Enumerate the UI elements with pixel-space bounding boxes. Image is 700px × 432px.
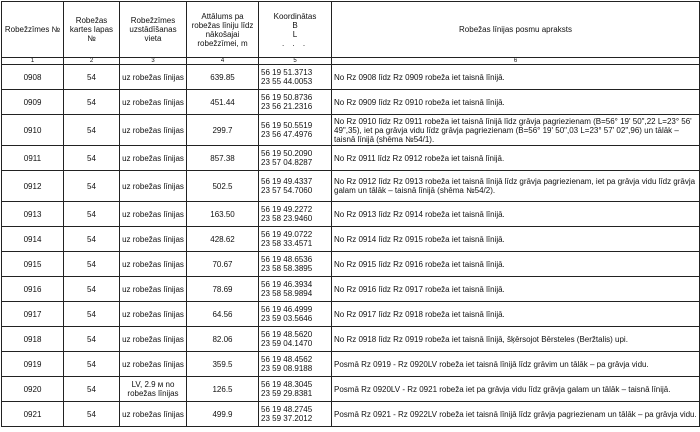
coordinate-b: 56 19 48.6536 (261, 255, 313, 264)
coordinate-b: 56 19 46.3934 (261, 280, 313, 289)
distance: 78.69 (187, 277, 259, 302)
table-row (2, 146, 700, 171)
install-place: uz robežas līnijas (120, 90, 187, 115)
coordinate-l: 23 58 58.9894 (261, 289, 313, 298)
coordinate-b: 56 19 50.8736 (261, 93, 313, 102)
install-place: uz robežas līnijas (120, 277, 187, 302)
map-sheet: 54 (64, 227, 120, 252)
marker-number: 0911 (2, 146, 64, 171)
install-place: uz robežas līnijas (120, 402, 187, 427)
coordinate-l: 23 57 04.8287 (261, 158, 313, 167)
coordinates (259, 327, 332, 352)
segment-description: Posmā Rz 0921 - Rz 0922LV robeža iet taisnā līnijā līdz grāvja pagriezienam un tālāk – pa grāvja vidu. (332, 402, 700, 427)
segment-description: No Rz 0913 līdz Rz 0914 robeža iet taisnā līnijā. (332, 202, 700, 227)
coordinate-b: 56 19 48.3045 (261, 380, 313, 389)
segment-description: No Rz 0912 līdz Rz 0913 robeža iet taisnā līnijā līdz grāvja pagriezienam, iet pa grāvja vidu līdz grāvja galam un tālāk – taisnā līnijā (shēma №54/2). (332, 171, 700, 202)
coordinate-l: 23 56 47.4976 (261, 130, 313, 139)
segment-description: No Rz 0914 līdz Rz 0915 robeža iet taisnā līnijā. (332, 227, 700, 252)
header-map-sheet: Robežas kartes lapas № (64, 2, 120, 58)
coordinates (259, 377, 332, 402)
coordinates (259, 402, 332, 427)
marker-number: 0915 (2, 252, 64, 277)
segment-description: Posmā Rz 0920LV - Rz 0921 robeža iet pa grāvja vidu līdz grāvja galam un tālāk – taisnā līnijā. (332, 377, 700, 402)
coordinate-b: 56 19 49.4337 (261, 177, 313, 186)
install-place: uz robežas līnijas (120, 115, 187, 146)
table-row (2, 352, 700, 377)
install-place: uz robežas līnijas (120, 171, 187, 202)
map-sheet: 54 (64, 327, 120, 352)
segment-description: Posmā Rz 0919 - Rz 0920LV robeža iet taisnā līnijā līdz grāvim un tālāk – pa grāvja vidu. (332, 352, 700, 377)
coordinates (259, 252, 332, 277)
map-sheet: 54 (64, 90, 120, 115)
table-row (2, 277, 700, 302)
coordinate-l: 23 57 54.7060 (261, 186, 313, 195)
install-place: uz robežas līnijas (120, 327, 187, 352)
table-row (2, 115, 700, 146)
coordinates (259, 90, 332, 115)
map-sheet: 54 (64, 146, 120, 171)
table-row (2, 327, 700, 352)
coordinates (259, 302, 332, 327)
border-markers-table (1, 1, 700, 427)
coordinates (259, 227, 332, 252)
distance: 428.62 (187, 227, 259, 252)
coordinates (259, 65, 332, 90)
marker-number: 0920 (2, 377, 64, 402)
col-number: 5 (259, 58, 332, 65)
segment-description: No Rz 0917 līdz Rz 0918 robeža iet taisnā līnijā. (332, 302, 700, 327)
coordinate-l: 23 58 23.9460 (261, 214, 313, 223)
marker-number: 0912 (2, 171, 64, 202)
col-number: 3 (120, 58, 187, 65)
table-row (2, 302, 700, 327)
marker-number: 0909 (2, 90, 64, 115)
map-sheet: 54 (64, 277, 120, 302)
install-place: uz robežas līnijas (120, 146, 187, 171)
distance: 499.9 (187, 402, 259, 427)
header-coordinates-dots: . . . (281, 38, 309, 48)
segment-description: No Rz 0916 līdz Rz 0917 robeža iet taisnā līnijā. (332, 277, 700, 302)
install-place: uz robežas līnijas (120, 352, 187, 377)
install-place: uz robežas līnijas (120, 65, 187, 90)
header-description: Robežas līnijas posmu apraksts (332, 2, 700, 58)
coordinate-b: 56 19 48.2745 (261, 405, 313, 414)
coordinate-l: 23 59 08.9188 (261, 364, 313, 373)
col-number: 2 (64, 58, 120, 65)
coordinate-b: 56 19 49.0722 (261, 230, 313, 239)
marker-number: 0919 (2, 352, 64, 377)
segment-description: No Rz 0908 līdz Rz 0909 robeža iet taisnā līnijā. (332, 65, 700, 90)
header-coordinates-b: B (292, 20, 298, 30)
segment-description: No Rz 0915 līdz Rz 0916 robeža iet taisnā līnijā. (332, 252, 700, 277)
coordinate-l: 23 59 03.5646 (261, 314, 313, 323)
table-row (2, 90, 700, 115)
table-row (2, 252, 700, 277)
map-sheet: 54 (64, 252, 120, 277)
header-coordinates (259, 2, 332, 58)
marker-number: 0914 (2, 227, 64, 252)
coordinate-b: 56 19 48.5620 (261, 330, 313, 339)
distance: 126.5 (187, 377, 259, 402)
coordinates (259, 202, 332, 227)
coordinate-b: 56 19 50.5519 (261, 121, 313, 130)
marker-number: 0913 (2, 202, 64, 227)
distance: 857.38 (187, 146, 259, 171)
coordinate-b: 56 19 50.2090 (261, 149, 313, 158)
segment-description: No Rz 0918 līdz Rz 0919 robeža iet taisnā līnijā, šķērsojot Bērsteles (Beržtalis) upi. (332, 327, 700, 352)
segment-description: No Rz 0911 līdz Rz 0912 robeža iet taisnā līnijā. (332, 146, 700, 171)
table-row (2, 202, 700, 227)
col-number: 4 (187, 58, 259, 65)
table-row (2, 377, 700, 402)
marker-number: 0921 (2, 402, 64, 427)
header-marker-number: Robežzīmes № (2, 2, 64, 58)
map-sheet: 54 (64, 377, 120, 402)
distance: 70.67 (187, 252, 259, 277)
segment-description: No Rz 0910 līdz Rz 0911 robeža iet taisnā līnijā līdz grāvja pagriezienam (B=56° 19' 50",22 L=23° 56' 49",35), iet pa grāvja vidu līdz grāvja pagriezienam (B=56° 19' 50",03 L=23° 57' 02",96) un tālāk – taisnā līnijā (shēma №54/1). (332, 115, 700, 146)
coordinate-l: 23 56 21.2316 (261, 102, 313, 111)
table-row (2, 227, 700, 252)
coordinate-b: 56 19 51.3713 (261, 68, 313, 77)
map-sheet: 54 (64, 171, 120, 202)
header-coordinates-l: L (292, 29, 298, 39)
header-coordinates-title: Koordinātas (273, 11, 317, 21)
col-number: 6 (332, 58, 700, 65)
coordinate-l: 23 59 29.8381 (261, 389, 313, 398)
map-sheet: 54 (64, 202, 120, 227)
coordinate-l: 23 55 44.0053 (261, 77, 313, 86)
coordinate-b: 56 19 49.2272 (261, 205, 313, 214)
table-row (2, 402, 700, 427)
table-body (2, 65, 700, 427)
coordinates (259, 115, 332, 146)
distance: 359.5 (187, 352, 259, 377)
distance: 82.06 (187, 327, 259, 352)
distance: 502.5 (187, 171, 259, 202)
install-place: LV, 2.9 м no robežas līnijas (120, 377, 187, 402)
coordinates (259, 352, 332, 377)
table-row (2, 171, 700, 202)
coordinate-l: 23 59 04.1470 (261, 339, 313, 348)
header-install-place: Robežzīmes uzstādīšanas vieta (120, 2, 187, 58)
map-sheet: 54 (64, 65, 120, 90)
header-distance: Attālums pa robežas līniju līdz nākošajai robežzīmei, m (187, 2, 259, 58)
marker-number: 0908 (2, 65, 64, 90)
marker-number: 0918 (2, 327, 64, 352)
distance: 64.56 (187, 302, 259, 327)
coordinates (259, 171, 332, 202)
distance: 299.7 (187, 115, 259, 146)
marker-number: 0910 (2, 115, 64, 146)
map-sheet: 54 (64, 302, 120, 327)
col-number: 1 (2, 58, 64, 65)
install-place: uz robežas līnijas (120, 202, 187, 227)
marker-number: 0916 (2, 277, 64, 302)
table-row (2, 65, 700, 90)
coordinate-l: 23 58 58.3895 (261, 264, 313, 273)
segment-description: No Rz 0909 līdz Rz 0910 robeža iet taisnā līnijā. (332, 90, 700, 115)
coordinate-b: 56 19 48.4562 (261, 355, 313, 364)
coordinates (259, 146, 332, 171)
install-place: uz robežas līnijas (120, 252, 187, 277)
distance: 451.44 (187, 90, 259, 115)
coordinate-b: 56 19 46.4999 (261, 305, 313, 314)
coordinates (259, 277, 332, 302)
install-place: uz robežas līnijas (120, 302, 187, 327)
map-sheet: 54 (64, 352, 120, 377)
coordinate-l: 23 58 33.4571 (261, 239, 313, 248)
distance: 639.85 (187, 65, 259, 90)
marker-number: 0917 (2, 302, 64, 327)
map-sheet: 54 (64, 402, 120, 427)
distance: 163.50 (187, 202, 259, 227)
coordinate-l: 23 59 37.2012 (261, 414, 313, 423)
install-place: uz robežas līnijas (120, 227, 187, 252)
map-sheet: 54 (64, 115, 120, 146)
